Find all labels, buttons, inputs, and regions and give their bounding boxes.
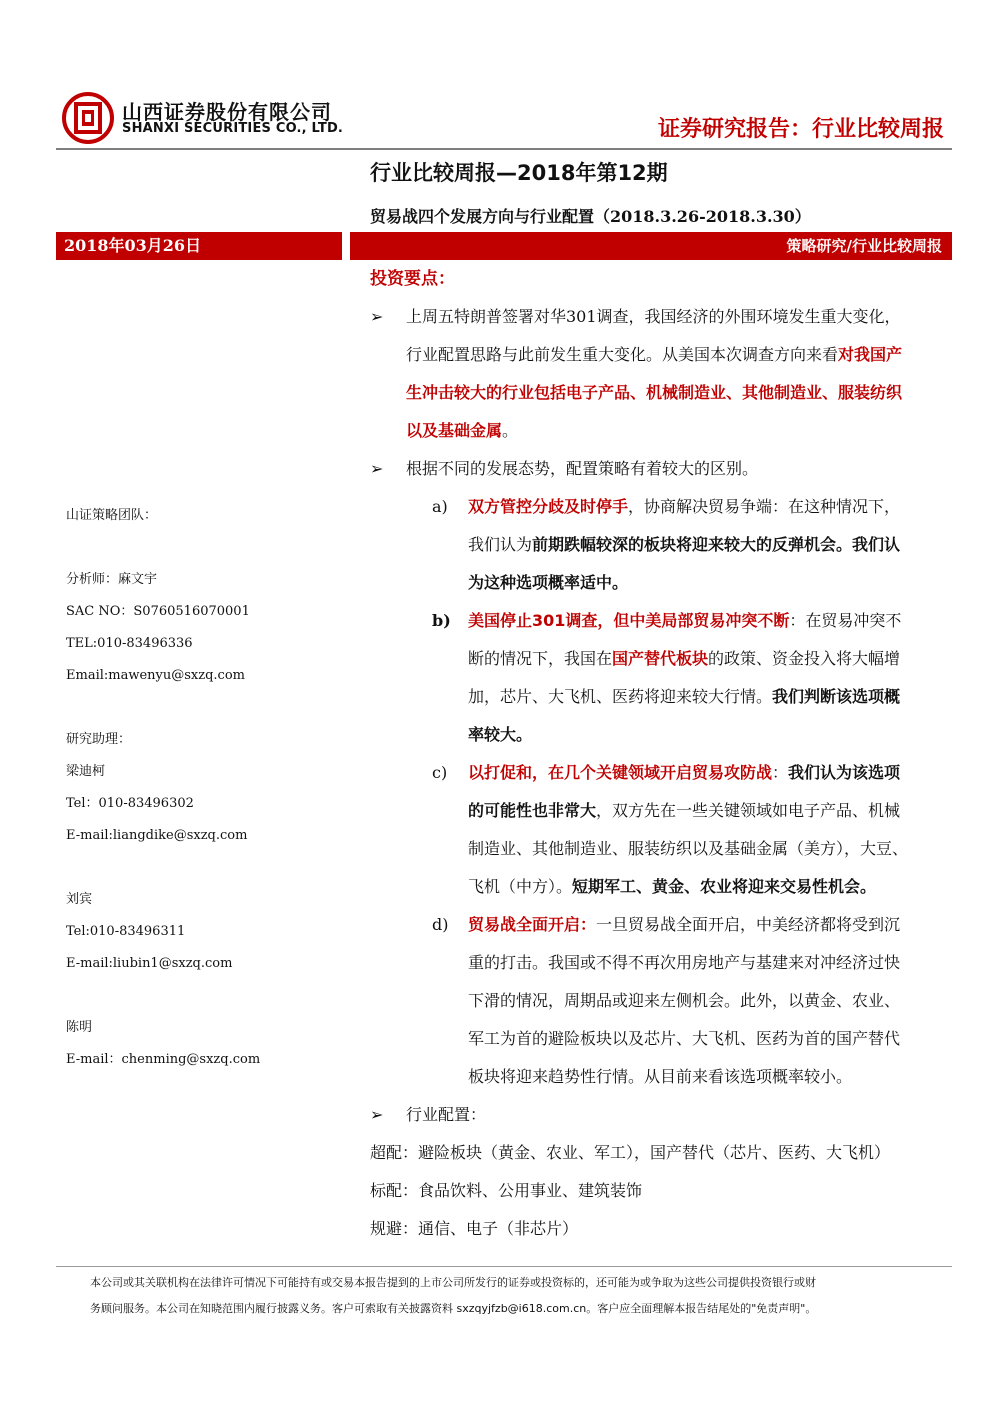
- highlight-text: 对我国产: [838, 345, 903, 364]
- scenario-d: d) 贸易战全面开启：一旦贸易战全面开启，中美经济都将受到沉 重的打击。我国或不得不再次用房地产与基建来对冲经济过快 下滑的情况，周期品或迎来左侧机会。此外，以黄金、农业、 军工为首的避险板块以及芯片、大飞机、医药为首的国产替代 板块将迎来趋势性行情。从目前来看该选项概率较小。: [370, 906, 950, 1096]
- assistant-tel: Tel:010-83496311: [66, 924, 186, 939]
- paragraph-line: 以及基础金属。: [406, 421, 519, 440]
- bullet-arrow-icon: ➢: [370, 459, 384, 478]
- assistant-email: E-mail:liangdike@sxzq.com: [66, 828, 248, 843]
- assistant-label: 研究助理：: [66, 732, 132, 747]
- disclaimer: [90, 1270, 940, 1322]
- company-name-en: SHANXI SECURITIES CO., LTD.: [122, 121, 344, 136]
- highlight-text: 美国停止301调查，但中美局部贸易冲突不断: [468, 611, 790, 630]
- scenario-marker: c): [432, 763, 448, 782]
- scenario-marker: d): [432, 915, 449, 934]
- highlight-text: 以打促和，在几个关键领域开启贸易攻防战: [468, 763, 773, 782]
- paragraph-line: 行业配置：: [406, 1105, 487, 1124]
- report-title: 行业比较周报—2018年第12期: [370, 161, 668, 185]
- analyst-tel: TEL:010-83496336: [66, 636, 193, 651]
- bullet-arrow-icon: ➢: [370, 307, 384, 326]
- bullet-item: [370, 298, 950, 450]
- report-type-label: 证券研究报告：行业比较周报: [657, 117, 944, 142]
- date-banner: 2018年03月26日: [56, 232, 342, 260]
- analyst-name: 分析师：麻文宇: [66, 572, 158, 587]
- company-logo-icon: [62, 92, 114, 144]
- analyst-email: Email:mawenyu@sxzq.com: [66, 668, 245, 683]
- scenario-a: a) 双方管控分歧及时停手，协商解决贸易争端：在这种情况下， 我们认为前期跌幅较深的板块将迎来较大的反弹机会。我们认 为这种选项概率适中。: [370, 488, 950, 602]
- section-heading: 投资要点：: [370, 269, 455, 289]
- investment-highlights: [370, 264, 950, 1248]
- scenario-marker: a): [432, 497, 448, 516]
- scenario-marker: b): [432, 611, 451, 630]
- assistant-tel: Tel：010-83496302: [66, 796, 194, 811]
- scenario-b: b) 美国停止301调查，但中美局部贸易冲突不断：在贸易冲突不 断的情况下，我国在国产替代板块的政策、资金投入将大幅增 加，芯片、大飞机、医药将迎来较大行情。我们判断该选项概 率较大。: [370, 602, 950, 754]
- assistant-name: 陈明: [66, 1020, 93, 1035]
- bullet-item: [370, 1096, 950, 1134]
- paragraph-line: 行业配置思路与此前发生重大变化。从美国本次调查方向来看对我国产: [406, 345, 903, 364]
- assistant-name: 梁迪柯: [66, 764, 106, 779]
- paragraph-line: 根据不同的发展态势，配置策略有着较大的区别。: [406, 459, 759, 478]
- paragraph-line: 上周五特朗普签署对华301调查，我国经济的外围环境发生重大变化，: [406, 307, 901, 326]
- analyst-sac-no: SAC NO：S0760516070001: [66, 604, 250, 619]
- assistant-email: E-mail:liubin1@sxzq.com: [66, 956, 233, 971]
- team-label: 山证策略团队：: [66, 508, 158, 523]
- assistant-email: E-mail：chenming@sxzq.com: [66, 1052, 261, 1067]
- allocation-overweight: 超配：避险板块（黄金、农业、军工），国产替代（芯片、医药、大飞机）: [370, 1143, 891, 1162]
- disclaimer-line: 本公司或其关联机构在法律许可情况下可能持有或交易本报告提到的上市公司所发行的证券或投资标的，还可能为或争取为这些公司提供投资银行或财: [90, 1276, 816, 1289]
- bullet-arrow-icon: ➢: [370, 1105, 384, 1124]
- assistant-name: 刘宾: [66, 892, 93, 907]
- footer-divider: [56, 1266, 952, 1267]
- report-subtitle: 贸易战四个发展方向与行业配置（2018.3.26-2018.3.30）: [370, 207, 811, 226]
- category-banner: 策略研究/行业比较周报: [350, 232, 952, 260]
- company-name-cn: 山西证券股份有限公司: [122, 100, 332, 124]
- disclaimer-line: 务顾问服务。本公司在知晓范围内履行披露义务。客户可索取有关披露资料 sxzqyjfzb@i618.com.cn。客户应全面理解本报告结尾处的"免责声明"。: [90, 1302, 817, 1315]
- bullet-item: [370, 450, 950, 488]
- highlight-text: 贸易战全面开启：: [468, 915, 597, 934]
- analyst-sidebar: [66, 500, 336, 1076]
- highlight-text: 生冲击较大的行业包括电子产品、机械制造业、其他制造业、服装纺织: [406, 383, 903, 402]
- scenario-c: c) 以打促和，在几个关键领域开启贸易攻防战：我们认为该选项 的可能性也非常大，双方先在一些关键领域如电子产品、机械 制造业、其他制造业、服装纺织以及基础金属（美方），大豆、 飞机（中方）。短期军工、黄金、农业将迎来交易性机会。: [370, 754, 950, 906]
- allocation-avoid: 规避：通信、电子（非芯片）: [370, 1219, 579, 1238]
- highlight-text: 双方管控分歧及时停手: [468, 497, 629, 516]
- highlight-text: 国产替代板块: [612, 649, 709, 668]
- highlight-text: 以及基础金属: [406, 421, 503, 440]
- header-divider: [56, 148, 952, 150]
- allocation-neutral: 标配：食品饮料、公用事业、建筑装饰: [370, 1181, 643, 1200]
